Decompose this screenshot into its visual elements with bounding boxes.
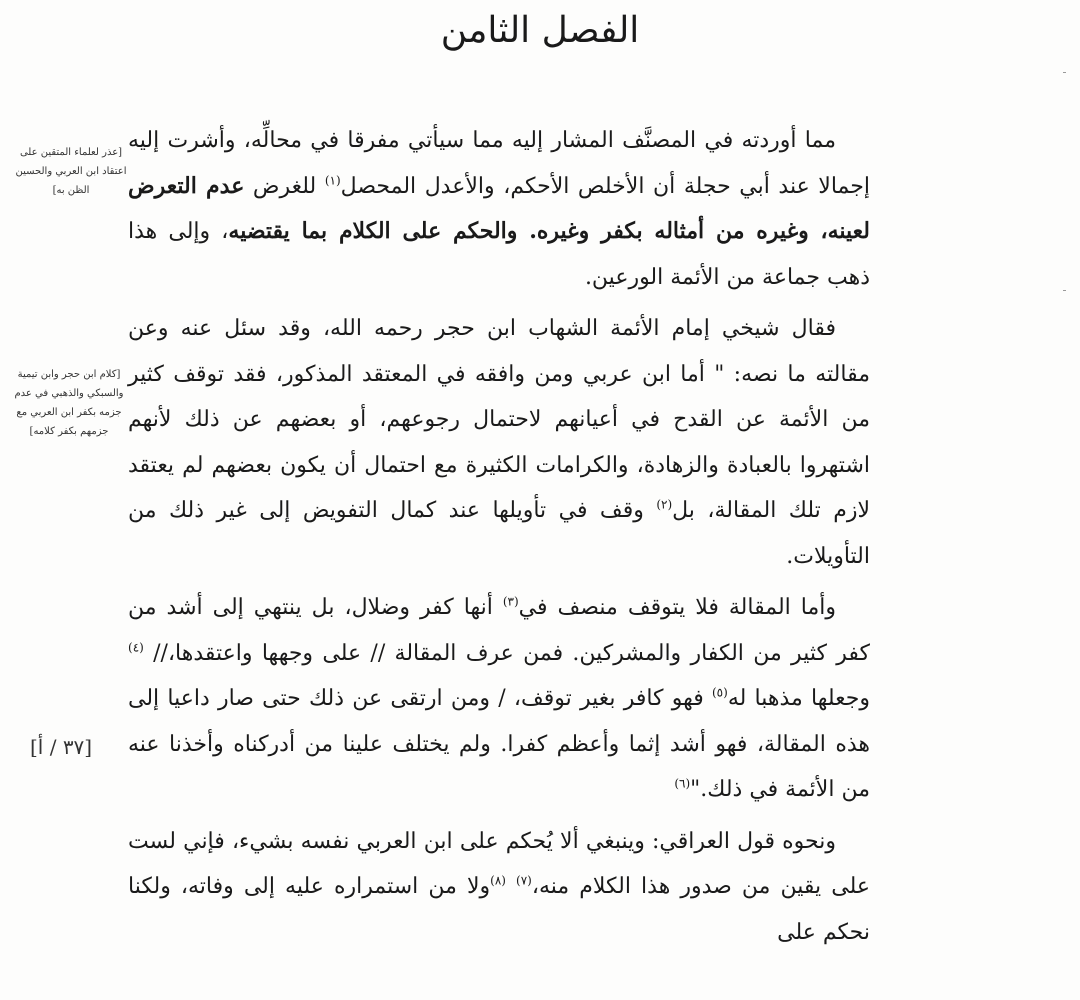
paragraph <box>128 306 870 579</box>
paragraph <box>128 118 870 300</box>
text-segment: للغرض <box>244 173 325 199</box>
footnote-ref: (٥) <box>711 685 728 700</box>
footnote-ref: (٤) <box>128 640 144 655</box>
footnote-ref: (٢) <box>656 497 673 512</box>
text-segment: ، وإلى هذا ذهب جماعة من الأئمة الورعين. <box>128 219 870 290</box>
text-segment: وجعلها مذهبا له <box>727 686 870 711</box>
footnote-ref: (١) <box>324 173 341 188</box>
text-segment: وأما المقالة فلا يتوقف منصف في <box>518 595 836 620</box>
text-segment: وقف في تأويلها عند كمال التفويض إلى غير ذلك من التأويلات. <box>128 498 870 569</box>
margin-note-1: [عذر لعلماء المتقين على اعتقاد ابن العربي والحسين الظن به] <box>15 147 127 196</box>
scan-speck <box>1063 290 1066 291</box>
manuscript-page-marker: [٣٧ / أ] <box>30 735 93 759</box>
footnote-ref: (٨) <box>490 873 506 888</box>
text-segment: ولا من استمراره عليه إلى وفاته، ولكنا نحكم على <box>128 874 870 945</box>
footnote-ref: (٣) <box>502 594 519 609</box>
text-segment: فقال شيخي إمام الأئمة الشهاب ابن حجر رحمه الله، وقد سئل عنه وعن مقالته ما نصه: " أما ابن عربي ومن وافقه في المعتقد المذكور، فقد توقف كثير من الأئمة عن القدح في أعيانهم لاحتمال رجوعهم، أو بعضهم عن ذلك لأنهم اشتهروا بالعبادة والزهادة، والكرامات الكثيرة مع احتمال أن يكون بعضهم لم يعتقد لازم تلك المقالة، بل <box>128 316 871 523</box>
footnote-ref: (٧) <box>516 873 532 888</box>
text-segment: فهو كافر بغير توقف، / ومن ارتقى عن ذلك حتى صار داعيا إلى هذه المقالة، فهو أشد إثما وأعظم كفرا. ولم يختلف علينا من أدركناه وأخذنا عنه من الأئمة في ذلك." <box>128 686 870 802</box>
chapter-title: الفصل الثامن <box>440 10 640 51</box>
margin-note-2: [كلام ابن حجر وابن تيمية والسبكي والذهبي في عدم جزمه بكفر ابن العربي مع جزمهم بكفر كلامه] <box>14 369 124 437</box>
text-segment: أنها كفر وضلال، بل ينتهي إلى أشد من كفر كثير من الكفار والمشركين. فمن عرف المقالة // على وجهها واعتقدها،// <box>128 595 870 666</box>
text-segment: ونحوه قول العراقي: وينبغي ألا يُحكم على ابن العربي نفسه بشيء، فإني لست على يقين من صدور هذا الكلام منه، <box>128 828 870 899</box>
main-text <box>128 118 870 961</box>
text-segment <box>506 874 516 899</box>
paragraph <box>128 819 870 956</box>
scan-speck <box>1063 72 1066 73</box>
emphasized-text: عدم التعرض لعينه، وغيره من أمثاله بكفر وغيره. والحكم على الكلام بما يقتضيه <box>128 172 870 244</box>
footnote-ref: (٦) <box>674 776 691 791</box>
text-segment: مما أوردته في المصنَّف المشار إليه مما سيأتي مفرقا في محالِّه، وأشرت إليه إجمالا عند أبي حجلة أن الأخلص الأحكم، والأعدل المحصل <box>128 128 870 199</box>
paragraph <box>128 585 870 813</box>
